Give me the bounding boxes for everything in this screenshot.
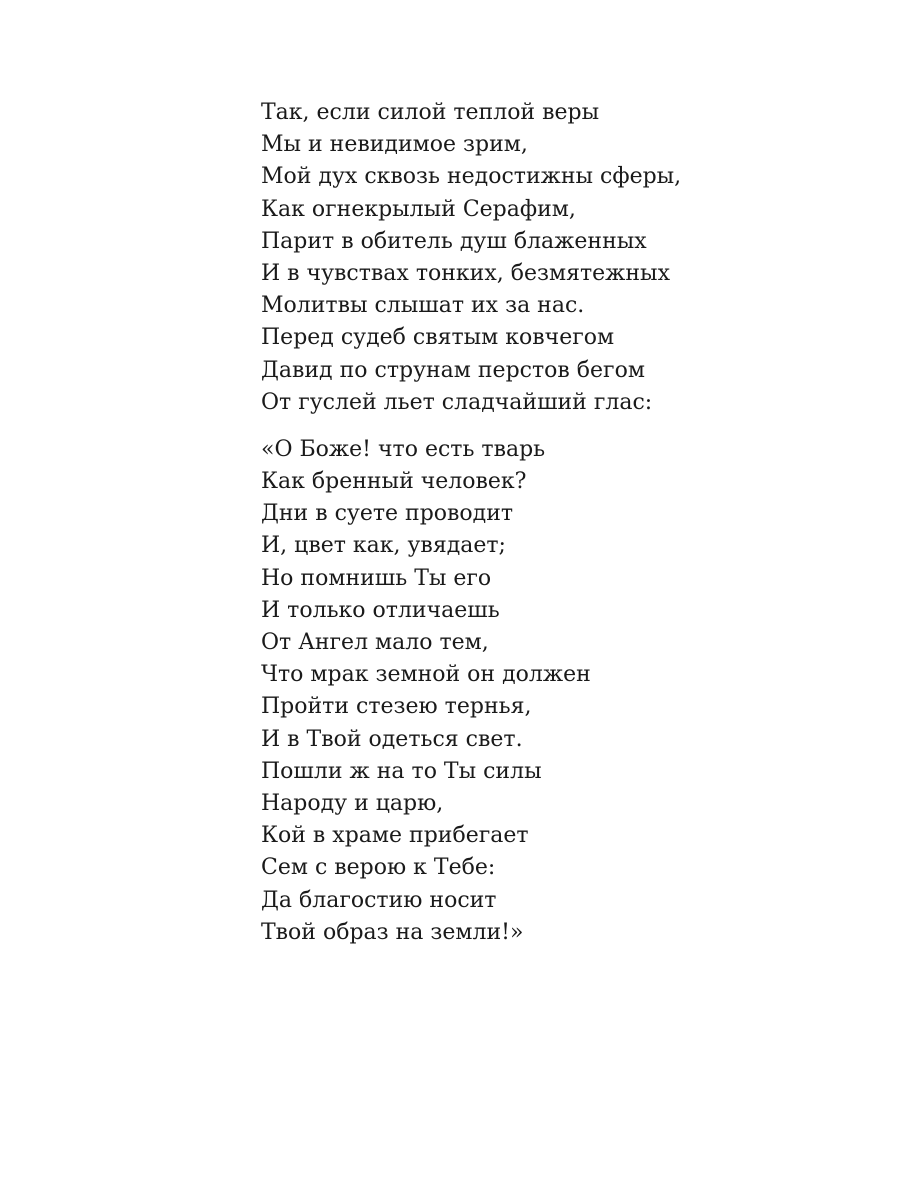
verse-line: Но помнишь Ты его [261,565,492,591]
stanza-1 [261,97,861,419]
verse-line: Пройти стезею тернья, [261,694,532,720]
verse-line: Мой дух сквозь недостижны сферы, [261,164,682,190]
verse-line: Твой образ на земли!» [261,919,524,945]
poem-text [261,97,861,949]
verse-line: И в чувствах тонких, безмятежных [261,260,670,286]
verse-line: И только отличаешь [261,597,500,623]
verse-line: Народу и царю, [261,790,444,816]
verse-line: Что мрак земной он должен [261,662,591,688]
verse-line: Пошли ж на то Ты силы [261,758,542,784]
verse-line: И, цвет как, увядает; [261,533,506,559]
verse-line: «О Боже! что есть тварь [261,436,546,462]
verse-line: От гуслей льет сладчайший глас: [261,389,653,415]
verse-line: Как огнекрылый Серафим, [261,196,576,222]
verse-line: Так, если силой теплой веры [261,100,600,125]
verse-line: Как бренный человек? [261,469,527,495]
verse-line: Да благостию носит [261,887,497,913]
verse-line: Давид по струнам перстов бегом [261,357,645,383]
verse-line: Парит в обитель душ блаженных [261,228,647,254]
verse-line: Молитвы слышат их за нас. [261,293,585,319]
verse-line: Сем с верою к Тебе: [261,855,496,881]
verse-line: Кой в храме прибегает [261,823,529,849]
verse-line: От Ангел мало тем, [261,630,489,655]
stanza-2 [261,434,861,949]
verse-line: Перед судеб святым ковчегом [261,325,615,351]
verse-line: Мы и невидимое зрим, [261,132,528,158]
verse-line: Дни в суете проводит [261,501,514,527]
verse-line: И в Твой одеться свет. [261,726,523,752]
